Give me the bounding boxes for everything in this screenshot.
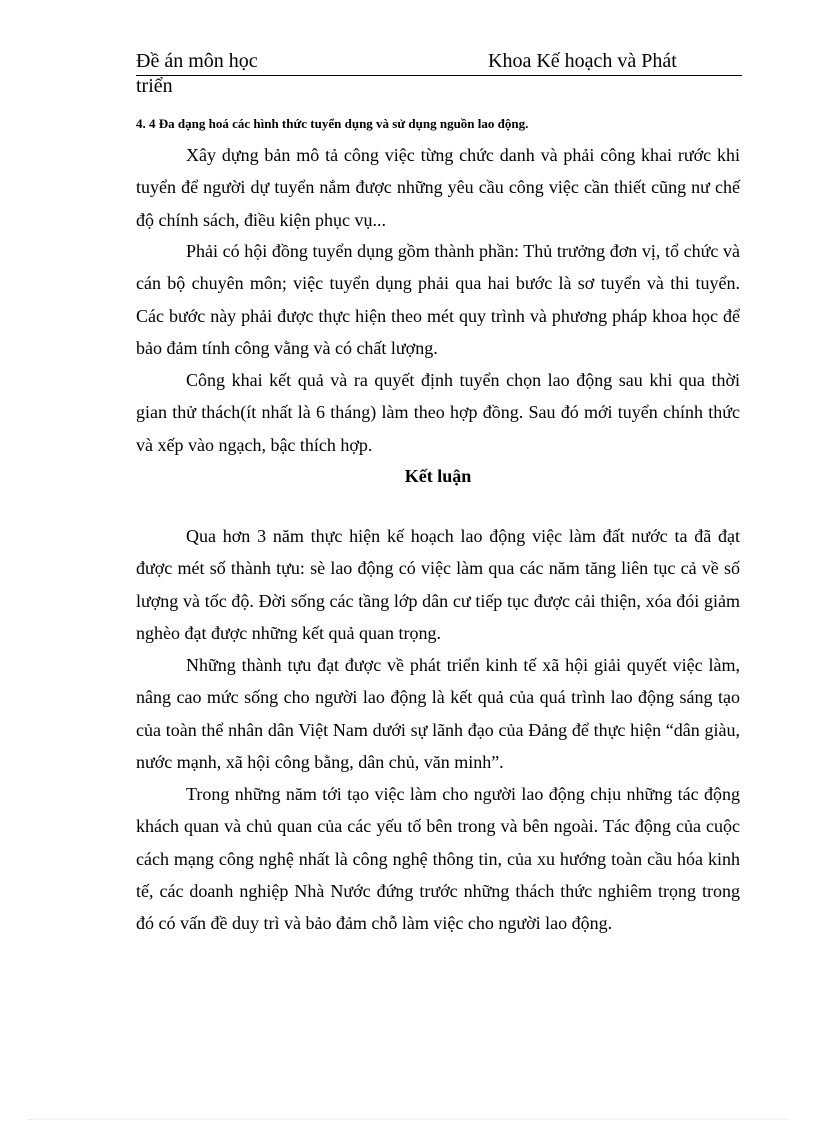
section-heading: 4. 4 Đa dạng hoá các hình thức tuyển dụng và sử dụng nguồn lao động. — [136, 116, 529, 131]
body-paragraph: Xây dựng bản mô tả công việc từng chức danh và phải công khai rước khi tuyển để người dự tuyển nắm được những yêu cầu công việc cần thiết cũng nư chế độ chính sách, điều kiện phục vụ... — [136, 145, 740, 230]
header-department-continued: triển — [136, 75, 173, 97]
conclusion-paragraph: Những thành tựu đạt được về phát triển kinh tế xã hội giải quyết việc làm, nâng cao mức sống cho người lao động là kết quả của quá trình lao động sáng tạo của toàn thể nhân dân Việt Nam dưới sự lãnh đạo của Đảng để thực hiện “dân giàu, nước mạnh, xã hội công bằng, dân chủ, văn minh”. — [136, 655, 740, 772]
page-header — [136, 49, 742, 76]
conclusion-paragraph: Trong những năm tới tạo việc làm cho người lao động chịu những tác động khách quan và chủ quan của các yếu tố bên trong và bên ngoài. Tác động của cuộc cách mạng công nghệ nhất là công nghệ thông tin, của xu hướng toàn cầu hóa kinh tế, các doanh nghiệp Nhà Nước đứng trước những thách thức nghiêm trọng trong đó có vấn đề duy trì và bảo đảm chỗ làm việc cho người lao động. — [136, 784, 740, 934]
header-department: Khoa Kế hoạch và Phát — [488, 50, 677, 72]
page-bottom-divider — [28, 1119, 788, 1120]
body-paragraph: Phải có hội đồng tuyển dụng gồm thành phần: Thủ trưởng đơn vị, tổ chức và cán bộ chuyên môn; việc tuyển dụng phải qua hai bước là sơ tuyển và thi tuyển. Các bước này phải được thực hiện theo mét quy trình và phương pháp khoa học để bảo đảm tính công vằng và có chất lượng. — [136, 241, 740, 358]
conclusion-heading: Kết luận — [404, 466, 472, 486]
body-paragraph: Công khai kết quả và ra quyết định tuyển chọn lao động sau khi qua thời gian thử thách(ít nhất là 6 tháng) làm theo hợp đồng. Sau đó mới tuyển chính thức và xếp vào ngạch, bậc thích hợp. — [136, 370, 740, 455]
conclusion-paragraph: Qua hơn 3 năm thực hiện kế hoạch lao động việc làm đất nước ta đã đạt được mét số thành tựu: sè lao động có việc làm qua các năm tăng liên tục cả về số lượng và tốc độ. Đời sống các tầng lớp dân cư tiếp tục được cải thiện, xóa đói giảm nghèo đạt được những kết quả quan trọng. — [136, 526, 740, 643]
header-course-title: Đề án môn học — [136, 50, 258, 72]
